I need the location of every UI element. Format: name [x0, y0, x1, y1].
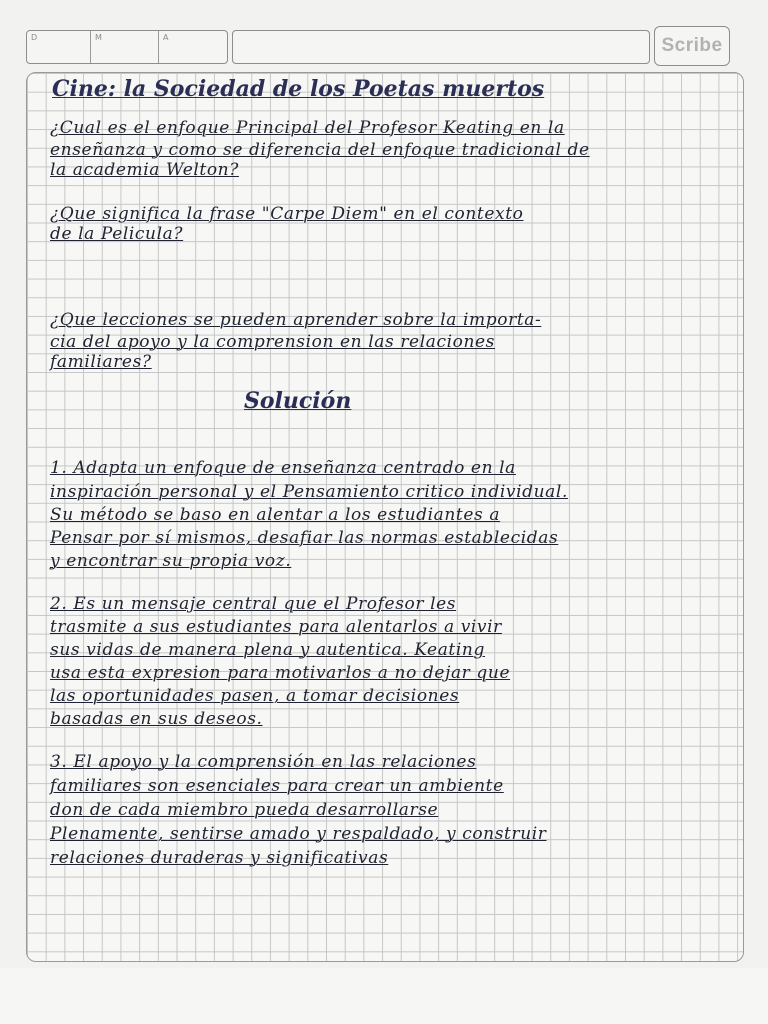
question-1-line-1: ¿Cual es el enfoque Principal del Profesor Keating en la	[50, 118, 565, 138]
month-field: M	[91, 31, 159, 63]
answer-1-line-5: y encontrar su propia voz.	[50, 551, 292, 571]
page-margin-bottom	[0, 968, 768, 1024]
question-2-line-2: de la Pelicula?	[50, 224, 184, 244]
solution-heading: Solución	[244, 388, 352, 414]
answer-2-line-6: basadas en sus deseos.	[50, 709, 263, 729]
answer-2-line-4: usa esta expresion para motivarlos a no dejar que	[50, 663, 511, 683]
answer-2-line-2: trasmite a sus estudiantes para alentarlos a vivir	[50, 617, 502, 637]
answer-3-line-1: 3. El apoyo y la comprensión en las relaciones	[50, 752, 477, 772]
answer-3-line-5: relaciones duraderas y significativas	[50, 848, 389, 868]
answer-2-line-3: sus vidas de manera plena y autentica. Keating	[50, 640, 485, 660]
answer-3-line-3: don de cada miembro pueda desarrollarse	[50, 800, 439, 820]
question-2-line-1: ¿Que significa la frase "Carpe Diem" en el contexto	[50, 204, 524, 224]
question-3-line-3: familiares?	[50, 352, 152, 372]
date-fields	[26, 30, 228, 64]
year-field: A	[163, 33, 169, 42]
answer-1-line-4: Pensar por sí mismos, desafiar las normas establecidas	[50, 528, 559, 548]
question-1-line-2: enseñanza y como se diferencia del enfoque tradicional de	[50, 140, 590, 160]
answer-1-line-1: 1. Adapta un enfoque de enseñanza centrado en la	[50, 458, 516, 478]
page-title: Cine: la Sociedad de los Poetas muertos	[52, 76, 545, 102]
answer-3-line-2: familiares son esenciales para crear un ambiente	[50, 776, 504, 796]
question-3-line-1: ¿Que lecciones se pueden aprender sobre la importa-	[50, 310, 542, 330]
answer-1-line-3: Su método se baso en alentar a los estudiantes a	[50, 505, 501, 525]
brand-logo: Scribe	[654, 26, 730, 66]
answer-1-line-2: inspiración personal y el Pensamiento critico individual.	[50, 482, 568, 502]
answer-2-line-5: las oportunidades pasen, a tomar decisiones	[50, 686, 460, 706]
answer-3-line-4: Plenamente, sentirse amado y respaldado, y construir	[50, 824, 547, 844]
question-3-line-2: cia del apoyo y la comprension en las relaciones	[50, 332, 496, 352]
subject-field	[232, 30, 650, 64]
answer-2-line-1: 2. Es un mensaje central que el Profesor les	[50, 594, 457, 614]
question-1-line-3: la academia Welton?	[50, 160, 239, 180]
day-field: D	[27, 31, 91, 63]
